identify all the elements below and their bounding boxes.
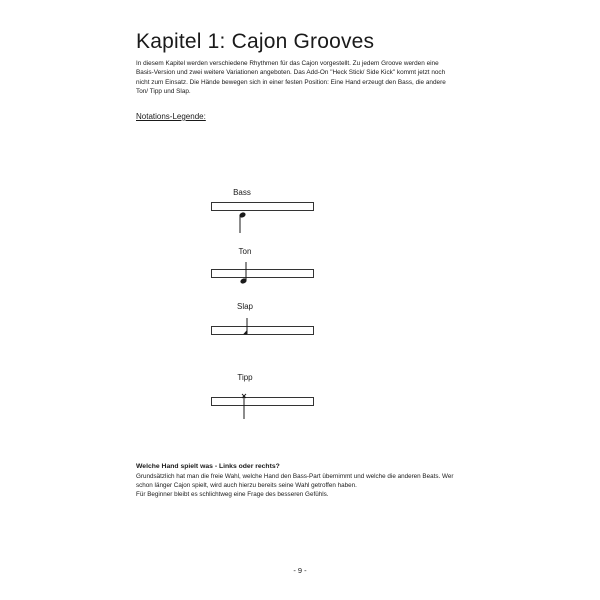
legend-heading: Notations-Legende: (136, 112, 206, 121)
staff-ton (211, 269, 314, 278)
staff-slap (211, 326, 314, 335)
section-paragraph: Für Beginner bleibt es schlichtweg eine Frage des besseren Gefühls. (136, 491, 329, 498)
section-paragraph: Grundsätzlich hat man die freie Wahl, welche Hand den Bass-Part übernimmt und welche die anderen Beats. Wer schon länger Cajon spielt, wird auch hierzu bereits seine Wahl getroffen haben. (136, 473, 454, 489)
legend-label-tipp: Tipp (237, 373, 253, 382)
page-number: - 9 - (293, 566, 307, 575)
slap-note-icon (236, 316, 256, 344)
legend-label-bass: Bass (233, 188, 251, 197)
intro-paragraph: In diesem Kapitel werden verschiedene Rhythmen für das Cajon vorgestellt. Zu jedem Groove werden eine Basis-Version und zwei weitere Variationen angeboten. Das Add-On "Heck Stick/ Side Kick" kommt jetzt noch nicht zum Einsatz. Die Hände bewegen sich in einer festen Position: Eine Hand erzeugt den Bass, die andere Ton/ Tipp und Slap. (136, 60, 446, 95)
section-heading: Welche Hand spielt was - Links oder rechts? (136, 463, 280, 470)
tipp-note-icon (235, 388, 255, 422)
chapter-title: Kapitel 1: Cajon Grooves (136, 30, 375, 53)
staff-bass (211, 202, 314, 211)
bass-note-icon (232, 204, 252, 234)
staff-tipp (211, 397, 314, 406)
legend-label-ton: Ton (238, 247, 252, 256)
legend-label-slap: Slap (236, 302, 253, 311)
ton-note-icon (236, 260, 256, 288)
section-body (136, 472, 466, 499)
